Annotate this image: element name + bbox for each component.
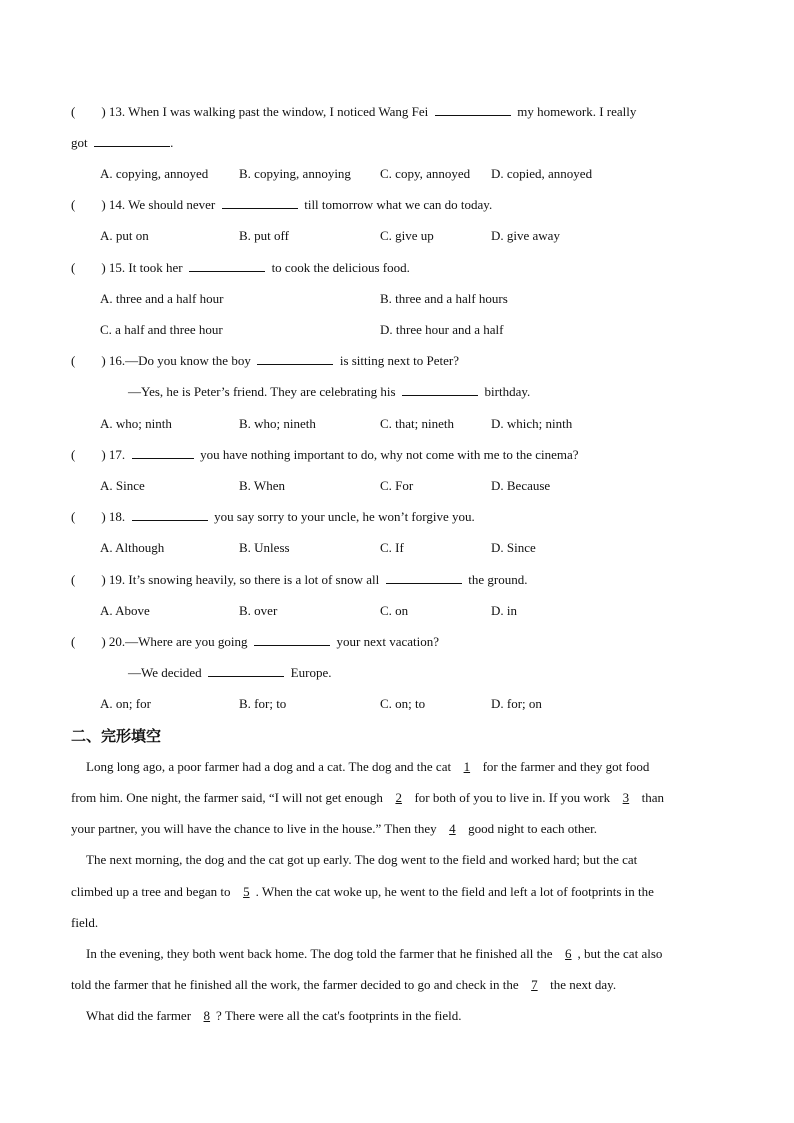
passage-text: In the evening, they both went back home. The dog told the farmer that he finished all the (86, 946, 553, 961)
question-16-line1 (71, 353, 459, 369)
passage-line (71, 884, 654, 900)
passage-line (71, 915, 98, 931)
blank-number: 2 (395, 790, 402, 805)
option-d: D. copied, annoyed (491, 166, 593, 181)
question-13-stem-cont: my homework. I really (517, 104, 637, 119)
question-20-reply-cont: Europe. (290, 665, 332, 680)
passage-text: . When the cat woke up, he went to the field and left a lot of footprints in the (255, 884, 654, 899)
blank-number: 5 (243, 884, 250, 899)
question-20-stem-cont: your next vacation? (336, 634, 440, 649)
passage-text: from him. One night, the farmer said, “I will not get enough (71, 790, 383, 805)
section-heading: 二、完形填空 (71, 727, 162, 745)
question-13-stem-cont2: got (71, 135, 88, 150)
blank-number: 8 (203, 1008, 211, 1023)
passage-line (71, 821, 597, 837)
option-d: D. Because (491, 478, 551, 493)
question-20-line2 (128, 665, 331, 681)
question-18-line1 (71, 509, 475, 525)
passage-text: What did the farmer (86, 1008, 192, 1023)
option-b: B. for; to (239, 696, 287, 711)
option-c: C. on; to (380, 696, 426, 711)
option-c: C. give up (380, 228, 434, 243)
question-17-stem: ( ) 17. (71, 447, 126, 462)
option-d: D. which; ninth (491, 416, 573, 431)
option-a: A. Since (100, 478, 145, 493)
passage-text: , but the cat also (577, 946, 663, 961)
blank-number: 7 (531, 977, 538, 992)
option-c: C. on (380, 603, 409, 618)
passage-text: your partner, you will have the chance to live in the house.” Then they (71, 821, 437, 836)
question-17-line1 (71, 447, 579, 463)
option-b: B. three and a half hours (380, 291, 508, 306)
passage-line (86, 852, 637, 868)
passage-line (71, 790, 664, 806)
option-a: A. copying, annoyed (100, 166, 209, 181)
passage-line (86, 759, 649, 775)
answer-blank (435, 104, 511, 116)
option-b: B. When (239, 478, 285, 493)
option-b: B. copying, annoying (239, 166, 351, 181)
question-19-stem-cont: the ground. (468, 572, 528, 587)
passage-text: than (641, 790, 665, 805)
passage-text: for the farmer and they got food (482, 759, 650, 774)
question-17-stem-cont: you have nothing important to do, why not come with me to the cinema? (200, 447, 579, 462)
option-b: B. over (239, 603, 278, 618)
option-a: A. put on (100, 228, 149, 243)
passage-text: Long long ago, a poor farmer had a dog and a cat. The dog and the cat (86, 759, 452, 774)
passage-text: field. (71, 915, 99, 930)
option-c: C. a half and three hour (100, 322, 223, 337)
question-16-reply: —Yes, he is Peter’s friend. They are celebrating his (128, 384, 396, 399)
question-15-stem-cont: to cook the delicious food. (271, 260, 410, 275)
answer-blank (254, 634, 330, 646)
question-13-line1 (71, 104, 636, 120)
option-c: C. that; nineth (380, 416, 455, 431)
blank-number: 3 (622, 790, 630, 805)
option-d: D. for; on (491, 696, 542, 711)
passage-text: ? There were all the cat's footprints in the field. (216, 1008, 462, 1023)
question-16-stem: ( ) 16.—Do you know the boy (71, 353, 251, 368)
question-14-stem-cont: till tomorrow what we can do today. (304, 197, 493, 212)
question-18-stem: ( ) 18. (71, 509, 126, 524)
option-d: D. in (491, 603, 517, 618)
passage-text: The next morning, the dog and the cat got up early. The dog went to the field and worked hard; but the cat (86, 852, 638, 867)
question-20-stem: ( ) 20.—Where are you going (71, 634, 248, 649)
option-b: B. put off (239, 228, 289, 243)
question-18-stem-cont: you say sorry to your uncle, he won’t forgive you. (214, 509, 475, 524)
question-15-stem: ( ) 15. It took her (71, 260, 183, 275)
option-b: B. who; nineth (239, 416, 316, 431)
blank-number: 6 (565, 946, 572, 961)
option-a: A. Although (100, 540, 165, 555)
blank-number: 1 (463, 759, 471, 774)
answer-blank (222, 197, 298, 209)
passage-line (71, 977, 616, 993)
question-20-reply: —We decided (128, 665, 202, 680)
option-d: D. give away (491, 228, 560, 243)
passage-text: the next day. (550, 977, 617, 992)
option-c: C. For (380, 478, 414, 493)
question-20-line1 (71, 634, 439, 650)
passage-line (86, 946, 662, 962)
question-13-period: . (170, 135, 174, 150)
passage-text: told the farmer that he finished all the work, the farmer decided to go and check in the (71, 977, 519, 992)
question-14-line1 (71, 197, 492, 213)
question-16-line2 (128, 384, 530, 400)
option-a: A. on; for (100, 696, 151, 711)
option-c: C. If (380, 540, 404, 555)
question-13-stem: ( ) 13. When I was walking past the window, I noticed Wang Fei (71, 104, 429, 119)
passage-line (86, 1008, 461, 1024)
option-a: A. three and a half hour (100, 291, 224, 306)
option-a: A. Above (100, 603, 150, 618)
option-b: B. Unless (239, 540, 290, 555)
question-16-reply-cont: birthday. (484, 384, 531, 399)
answer-blank (94, 135, 170, 147)
option-c: C. copy, annoyed (380, 166, 471, 181)
passage-text: for both of you to live in. If you work (414, 790, 611, 805)
answer-blank (189, 260, 265, 272)
passage-text: good night to each other. (468, 821, 598, 836)
question-13-line2 (71, 135, 173, 151)
option-d: D. three hour and a half (380, 322, 504, 337)
blank-number: 4 (449, 821, 456, 836)
answer-blank (132, 447, 194, 459)
answer-blank (132, 509, 208, 521)
answer-blank (386, 572, 462, 584)
question-16-stem-cont: is sitting next to Peter? (339, 353, 459, 368)
answer-blank (257, 353, 333, 365)
option-d: D. Since (491, 540, 536, 555)
passage-text: climbed up a tree and began to (71, 884, 231, 899)
question-14-stem: ( ) 14. We should never (71, 197, 216, 212)
question-19-line1 (71, 572, 527, 588)
answer-blank (402, 384, 478, 396)
question-19-stem: ( ) 19. It’s snowing heavily, so there is a lot of snow all (71, 572, 380, 587)
question-15-line1 (71, 260, 410, 276)
option-a: A. who; ninth (100, 416, 172, 431)
answer-blank (208, 665, 284, 677)
